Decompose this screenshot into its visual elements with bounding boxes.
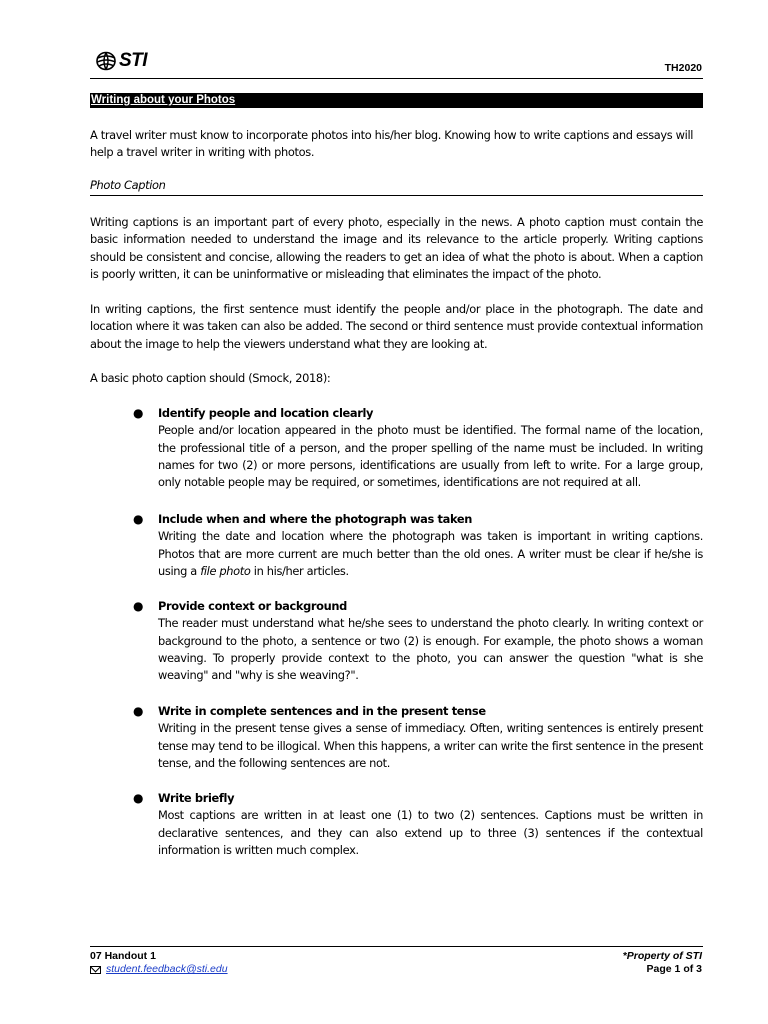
section-heading: Photo Caption bbox=[90, 177, 703, 196]
list-item-body: Most captions are written in at least one (1) to two (2) sentences. Captions must be written in declarative sentences, and they can also extend up to three (3) sentences if the contextual information is written much complex. bbox=[158, 808, 703, 857]
list-item bbox=[133, 598, 703, 684]
body-paragraph: A basic photo caption should (Smock, 2018): bbox=[90, 371, 331, 385]
document-code: TH2020 bbox=[664, 62, 702, 74]
sti-logo bbox=[96, 50, 147, 72]
bullet-icon: ● bbox=[133, 704, 144, 718]
bullet-icon: ● bbox=[133, 512, 144, 526]
sti-globe-icon bbox=[96, 51, 118, 71]
list-item-title: Provide context or background bbox=[158, 599, 347, 613]
list-item-body: People and/or location appeared in the photo must be identified. The formal name of the location, the professional title of a person, and the proper spelling of the name must be included. In writing names for two (2) or more persons, identifications are usually from left to write. For a large group, only notable people may be required, or sometimes, identifications are not required at all. bbox=[158, 423, 703, 490]
page-number: Page 1 of 3 bbox=[646, 963, 702, 975]
intro-paragraph: A travel writer must know to incorporate photos into his/her blog. Knowing how to write captions and essays will help a travel writer in writing with photos. bbox=[90, 128, 694, 160]
header-divider bbox=[90, 78, 703, 79]
footer-left bbox=[90, 950, 228, 976]
list-item-body bbox=[158, 528, 703, 580]
list-item bbox=[133, 703, 703, 772]
bullet-icon: ● bbox=[133, 599, 144, 613]
list-item-body: The reader must understand what he/she sees to understand the photo clearly. In writing context or background to the photo, a sentence or two (2) is enough. For example, the photo shows a woman weaving. To properly provide context to the photo, you can answer the question "what is she weaving" and "why is she weaving?". bbox=[158, 616, 703, 683]
mail-icon bbox=[90, 966, 101, 974]
list-item bbox=[133, 405, 703, 491]
page-title-bar bbox=[90, 93, 703, 108]
bullet-icon: ● bbox=[133, 406, 144, 420]
logo-wordmark: STI bbox=[119, 50, 148, 71]
list-item-title: Write briefly bbox=[158, 791, 235, 805]
bullet-icon: ● bbox=[133, 791, 144, 805]
list-item-body: Writing in the present tense gives a sense of immediacy. Often, writing sentences is entirely present tense may tend to be illogical. When this happens, a writer can write the first sentence in the present tense, and the following sentences are not. bbox=[158, 721, 703, 770]
feedback-email-row bbox=[90, 963, 228, 976]
handout-label: 07 Handout 1 bbox=[90, 950, 156, 962]
body-paragraph: Writing captions is an important part of every photo, especially in the news. A photo caption must contain the basic information needed to understand the image and its relevance to the article properly. Writing captions should be consistent and concise, allowing the readers to get an idea of what the photo is about. When a caption is poorly written, it can be uninformative or misleading that eliminates the impact of the photo. bbox=[90, 215, 703, 281]
list-item-title: Identify people and location clearly bbox=[158, 406, 374, 420]
property-notice: *Property of STI bbox=[622, 950, 702, 962]
footer-right bbox=[623, 950, 702, 976]
list-item-title: Write in complete sentences and in the present tense bbox=[158, 704, 486, 718]
footer-divider bbox=[90, 946, 703, 947]
page-title: Writing about your Photos bbox=[91, 94, 236, 106]
feedback-email-link[interactable]: student.feedback@sti.edu bbox=[106, 963, 228, 975]
list-item-body-emphasis: file photo bbox=[200, 563, 251, 578]
list-item-body-text: Writing the date and location where the photograph was taken is important in writing captions. Photos that are more current are much better than the old ones. A writer must be clear if he/she is using a bbox=[158, 529, 703, 578]
list-item bbox=[133, 790, 703, 859]
body-paragraph: In writing captions, the first sentence must identify the people and/or place in the photograph. The date and location where it was taken can also be added. The second or third sentence must provide contextual information about the image to help the viewers understand what they are looking at. bbox=[90, 302, 703, 351]
list-item-body-text: in his/her articles. bbox=[250, 563, 349, 578]
list-item-title: Include when and where the photograph was taken bbox=[158, 512, 473, 526]
list-item bbox=[133, 511, 703, 580]
